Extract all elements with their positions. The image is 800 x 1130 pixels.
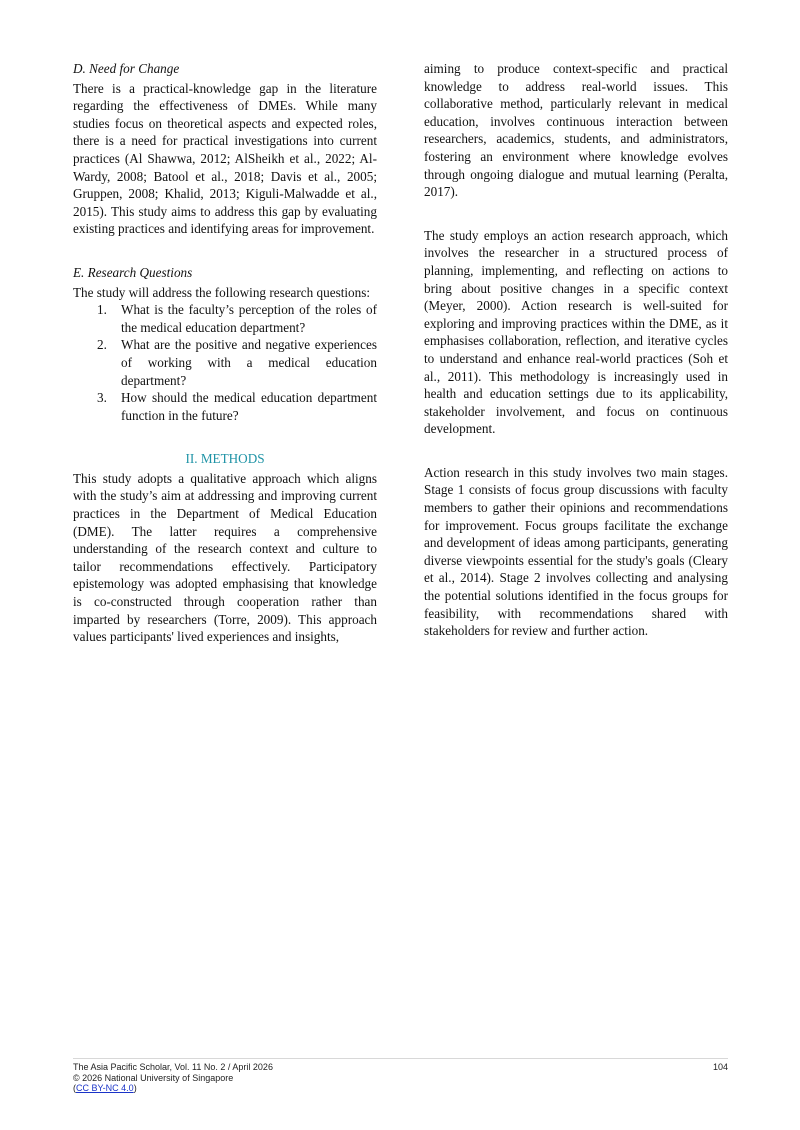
research-questions-heading: E. Research Questions	[73, 264, 193, 280]
left-column	[73, 60, 377, 646]
methods-paragraph-continued: aiming to produce context-specific and practical knowledge to address real-world issues. This collaborative method, particularly relevant in medical education, involves continuous interaction between researchers, academics, students, and administrators, fostering an environment where knowledge evolves through ongoing dialogue and mutual learning (Peralta, 2017).	[424, 61, 728, 200]
journal-citation: The Asia Pacific Scholar, Vol. 11 No. 2 / April 2026	[73, 1062, 273, 1072]
need-for-change-heading: D. Need for Change	[73, 61, 180, 76]
methods-section-heading: II. METHODS	[185, 451, 265, 467]
list-item	[73, 301, 377, 336]
research-questions-intro: The study will address the following research questions:	[73, 284, 371, 300]
methods-paragraph: This study adopts a qualitative approach which aligns with the study’s aim at addressing and improving current practices in the Department of Medical Education (DME). The latter requires a comprehensive understanding of the research context and culture to tailor recommendations effectively. Participatory epistemology was adopted emphasising that knowledge is co-constructed through cooperation rather than imparted by researchers (Torre, 2009). This approach values participants' lived experiences and insights,	[73, 470, 377, 645]
list-text: What is the faculty’s perception of the roles of the medical education department?	[121, 302, 377, 335]
research-questions-list	[73, 301, 377, 424]
stages-paragraph: Action research in this study involves two main stages. Stage 1 consists of focus group discussions with faculty members to gather their opinions and recommendations for improvement. Focus groups facilitate the exchange and development of ideas among participants, generating diverse viewpoints essential for the study's goals (Cleary et al., 2014). Stage 2 involves collecting and analysing the potential solutions identified in the focus groups for feasibility, with recommendations shared with stakeholders for review and further action.	[424, 464, 728, 639]
list-number: 2.	[97, 337, 107, 353]
list-item	[73, 389, 377, 424]
page-footer	[73, 1058, 728, 1094]
right-column	[424, 60, 728, 640]
license-close-paren: )	[133, 1083, 137, 1093]
copyright-notice: © 2026 National University of Singapore	[73, 1072, 234, 1083]
list-number: 3.	[97, 390, 107, 406]
license-link[interactable]: CC BY-NC 4.0	[76, 1083, 134, 1093]
list-text: What are the positive and negative experiences of working with a medical education department?	[121, 337, 377, 388]
need-for-change-paragraph: There is a practical-knowledge gap in the literature regarding the effectiveness of DMEs. While many studies focus on theoretical aspects and expected roles, there is a need for practical investigations into current practices (Al Shawwa, 2012; AlSheikh et al., 2022; Al-Wardy, 2008; Batool et al., 2018; Davis et al., 2005; Gruppen, 2008; Khalid, 2013; Kiguli-Malwadde et al., 2015). This study aims to address this gap by evaluating existing practices and identifying areas for improvement.	[73, 80, 377, 237]
page-number: 104	[712, 1062, 728, 1072]
action-research-paragraph: The study employs an action research approach, which involves the researcher in a structured process of planning, implementing, and reflecting on actions to bring about positive changes in a specific context (Meyer, 2000). Action research is well-suited for exploring and improving practices within the DME, as it emphasises collaboration, reflection, and iterative cycles to understand and enhance real-world practices (Soh et al., 2011). This methodology is increasingly used in health and education settings due to its applicability, stakeholder involvement, and focus on continuous development.	[424, 227, 728, 437]
license-open-paren: (	[73, 1083, 76, 1093]
list-number: 1.	[97, 302, 107, 318]
license-line	[73, 1083, 728, 1094]
list-text: How should the medical education department function in the future?	[121, 390, 377, 423]
list-item	[73, 336, 377, 389]
